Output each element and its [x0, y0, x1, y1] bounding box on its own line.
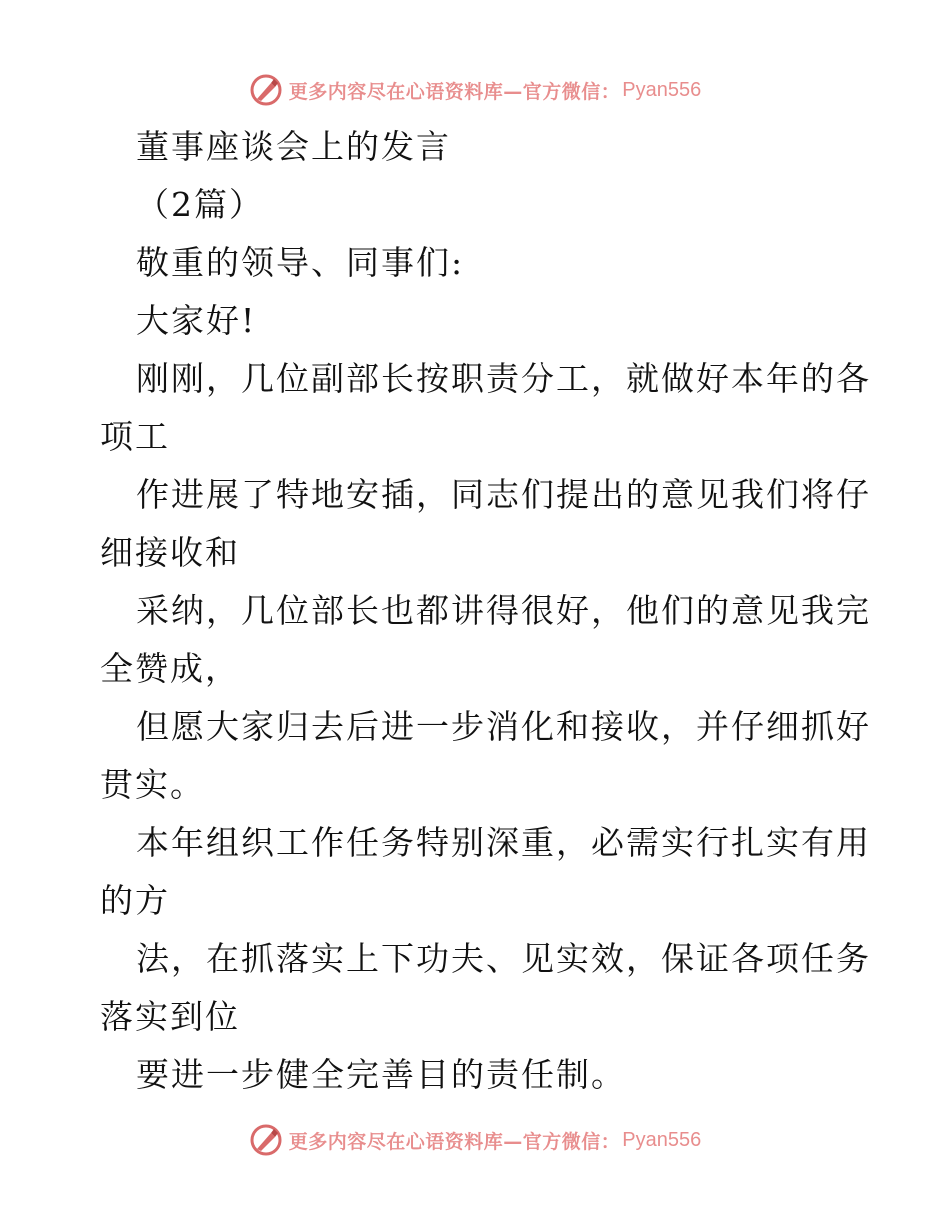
paragraph-line: 但愿大家归去后进一步消化和接收，并仔细抓好 — [136, 707, 871, 746]
paragraph-line: 的方 — [100, 881, 170, 920]
paragraph-line: 落实到位 — [100, 997, 240, 1036]
paragraph-line: 要进一步健全完善目的责任制。 — [136, 1055, 626, 1094]
pen-logo-icon — [249, 1123, 283, 1157]
paragraph-line: 刚刚，几位副部长按职责分工，就做好本年的各 — [136, 359, 871, 398]
paragraph-line: 全赞成， — [100, 649, 240, 688]
watermark-text: 更多内容尽在心语资料库—官方微信： — [288, 80, 621, 103]
paragraph-line: 细接收和 — [100, 533, 240, 572]
document-body — [100, 118, 871, 1104]
paragraph-line: 采纳，几位部长也都讲得很好，他们的意见我完 — [136, 591, 871, 630]
paragraph-line: 法，在抓落实上下功夫、见实效，保证各项任务 — [136, 939, 871, 978]
footer-watermark — [0, 1120, 950, 1160]
greeting: 大家好! — [136, 301, 257, 340]
paragraph-line: 作进展了特地安插，同志们提出的意见我们将仔 — [136, 475, 871, 514]
salutation: 敬重的领导、同事们: — [136, 243, 465, 282]
paragraph-line: 本年组织工作任务特别深重，必需实行扎实有用 — [136, 823, 871, 862]
doc-subtitle: （2篇） — [136, 185, 264, 224]
pen-logo-icon — [249, 73, 283, 107]
paragraph-line: 项工 — [100, 417, 170, 456]
watermark-text: 更多内容尽在心语资料库—官方微信： — [288, 1130, 621, 1153]
doc-title: 董事座谈会上的发言 — [136, 127, 451, 166]
paragraph-line: 贯实。 — [100, 765, 205, 804]
header-watermark — [0, 70, 950, 110]
watermark-id: Pyan556 — [622, 78, 702, 101]
watermark-id: Pyan556 — [622, 1128, 702, 1151]
